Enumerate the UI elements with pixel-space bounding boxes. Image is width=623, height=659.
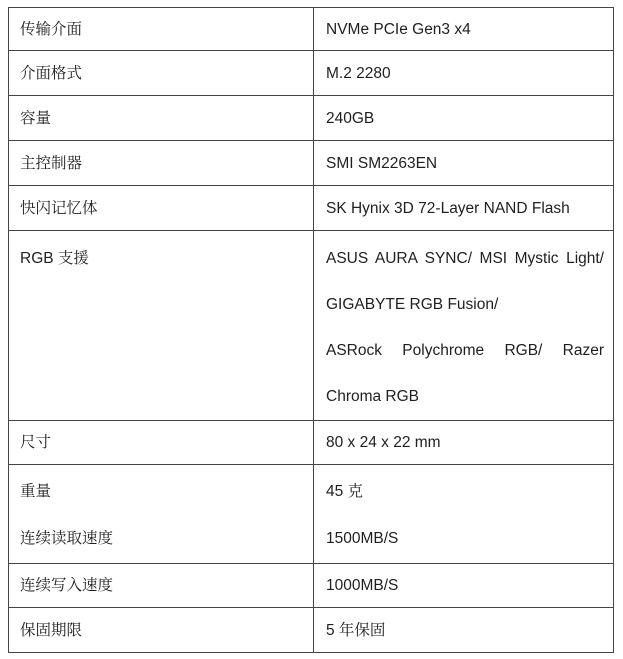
- spec-value-line: 1500MB/S: [326, 530, 399, 547]
- table-row-write-speed: [9, 564, 614, 608]
- spec-label: 保固期限: [9, 608, 314, 653]
- spec-value: 1000MB/S: [314, 564, 614, 608]
- spec-label-text: 连续读取速度: [20, 530, 114, 547]
- table-row-dimensions: [9, 421, 614, 465]
- table-row-capacity: [9, 96, 614, 141]
- spec-label: 容量: [9, 96, 314, 141]
- spec-value-line: 45 克: [326, 483, 364, 500]
- table-row-nand-flash: [9, 186, 614, 231]
- spec-value-line: GIGABYTE RGB Fusion/: [326, 296, 499, 313]
- spec-label: 主控制器: [9, 141, 314, 186]
- spec-value: NVMe PCIe Gen3 x4: [314, 8, 614, 51]
- table-row-controller: [9, 141, 614, 186]
- spec-label: 传输介面: [9, 8, 314, 51]
- spec-value: 5 年保固: [314, 608, 614, 653]
- spec-label: 快闪记忆体: [9, 186, 314, 231]
- table-row-weight-read-speed: [9, 465, 614, 564]
- spec-value: [314, 465, 614, 564]
- spec-label: 尺寸: [9, 421, 314, 465]
- spec-value: M.2 2280: [314, 51, 614, 96]
- spec-value: 80 x 24 x 22 mm: [314, 421, 614, 465]
- table-row-form-factor: [9, 51, 614, 96]
- table-row-transfer-interface: [9, 8, 614, 51]
- spec-label-text: 重量: [20, 483, 52, 500]
- spec-label-text: RGB 支援: [20, 250, 89, 267]
- spec-value: 240GB: [314, 96, 614, 141]
- table-row-warranty: [9, 608, 614, 653]
- spec-label: [9, 465, 314, 564]
- spec-value: SK Hynix 3D 72-Layer NAND Flash: [314, 186, 614, 231]
- spec-label: 连续写入速度: [9, 564, 314, 608]
- spec-value-line: ASRock Polychrome RGB/ Razer: [326, 342, 604, 359]
- spec-value-line: ASUS AURA SYNC/ MSI Mystic Light/: [326, 250, 604, 267]
- spec-table: [8, 7, 614, 653]
- spec-value: SMI SM2263EN: [314, 141, 614, 186]
- spec-value: [314, 231, 614, 421]
- table-row-rgb-support: [9, 231, 614, 421]
- spec-label: [9, 231, 314, 421]
- spec-label: 介面格式: [9, 51, 314, 96]
- spec-value-line: Chroma RGB: [326, 388, 420, 405]
